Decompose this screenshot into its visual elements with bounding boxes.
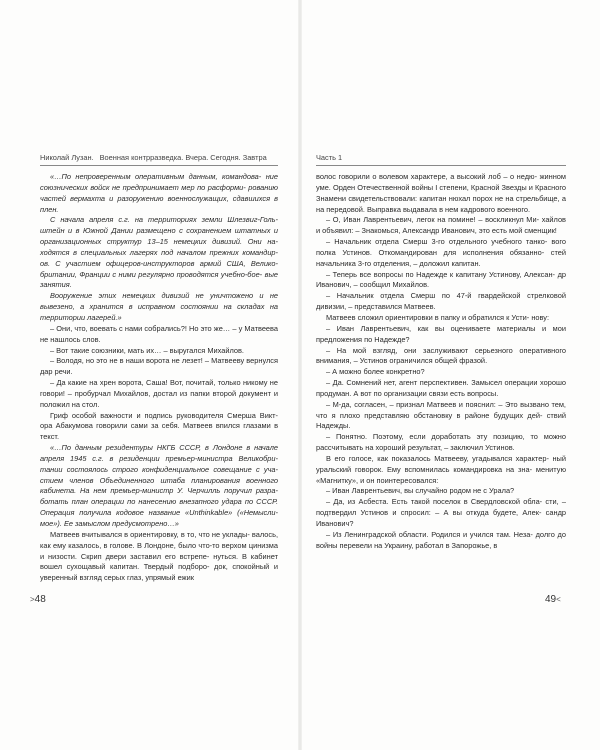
paragraph: Матвеев сложил ориентировки в папку и обратился к Усти- нову: (326, 312, 550, 322)
header-part: Часть 1 (316, 153, 343, 162)
paragraph: – Они, что, воевать с нами собрались?! Но это же… – у Матвеева не нашлось слов. (40, 323, 278, 344)
paragraph: – М-да, согласен, – признал Матвеев и пояснил: – Это вызвано тем, что я плохо представляю обстановку в районе будущих дей- ствий Надежды. (316, 399, 566, 431)
paragraph: – О, Иван Лаврентьевич, легок на помине! – воскликнул Ми- хайлов и объявил: – Знакомься, Александр Иванович, это есть мой сменщик! (316, 215, 566, 236)
paragraph: Матвеев вчитывался в ориентировку, в то, что не уклады- валось, как ему казалось, в голове. В Лондоне, было что-то верхом цинизма и низости. Скрип двери заставил его встрепе- нуться. В кабинет вошел сухощавый капитан. Твердый подборо- док, спокойный и уверенный взгляд серых глаз, упрямый ежик (40, 529, 278, 583)
paragraph: – На мой взгляд, они заслуживают серьезного оперативного внимания, – Устинов ограничился общей фразой. (316, 345, 566, 366)
book-spine (298, 0, 302, 750)
paragraph: – Володя, но это не в наши ворота не лезет! – Матвееву вернулся дар речи. (40, 356, 278, 377)
paragraph: – Да какие на хрен ворота, Саша! Вот, почитай, только никому не говори! – пробурчал Михайлов, достал из папки второй документ и положил на стол. (40, 378, 278, 409)
paragraph: волос говорили о волевом характере, а высокий лоб – о недю- жинном уме. Орден Отечественной войны I степени, Красной Звезды и Красного Знамени свидетельствовали: капитан нюхал порох не на стрельбище, а на передовой. Выправка выдавала в нем кадрового военного. (316, 172, 566, 214)
right-page-text (316, 172, 566, 552)
paragraph: – Теперь все вопросы по Надежде к капитану Устинову, Алексан- др Иванович, – сообщил Михайлов. (316, 269, 566, 290)
paragraph: – Начальник отдела Смерш 3-го отдельного учебного танко- вого полка Устинов. Откомандирован для исполнения обязанно- стей начальника 3-го отделения, – доложил капитан. (316, 237, 566, 268)
paragraph: – Иван Лаврентьевич, вы случайно родом не с Урала? (326, 486, 515, 496)
header-book-title: Военная контрразведка. Вчера. Сегодня. Завтра (99, 153, 267, 162)
paragraph: – Понятно. Поэтому, если доработать эту позицию, то можно рассчитывать на хороший результат, – заключил Устинов. (316, 432, 566, 453)
paragraph: В его голосе, как показалось Матвееву, угадывался характер- ный уральский говорок. Ему вспомнилась командировка на зна- менитую «Магнитку», и он поинтересовался: (316, 453, 566, 485)
page-number-right-value: 49 (545, 594, 557, 605)
paragraph: – Из Ленинградской области. Родился и учился там. Неза- долго до войны перевели на Украину, работал в Запорожье, в (316, 529, 566, 550)
header-rule-left (40, 165, 278, 166)
page-marker-right: < (556, 595, 561, 604)
running-header-right (316, 153, 342, 162)
paragraph: – Да, из Асбеста. Есть такой поселок в Свердловской обла- сти, – подтвердил Устинов и спросил: – А вы откуда будете, Алек- сандр Иванович? (316, 497, 566, 528)
paragraph: «…По данным резидентуры НКГБ СССР, в Лондоне в начале апреля 1945 с.г. в резиденции премьер-министра Великобри- тании состоялось строго конфиденциальное совещание с уча- стием членов Объединенного штаба планирования военного кабинета. На нем премьер-министр У. Черчилль поручил разра- ботать план операции по нанесению внезапного удара по СССР. Операция получила кодовое название «Unthinkable» («Немысли- мое»). Ее замыслом предусмотрено…» (40, 443, 278, 528)
paragraph: – А можно более конкретно? (326, 367, 425, 377)
header-author: Николай Лузан. (40, 153, 94, 162)
header-rule-right (316, 165, 566, 166)
paragraph: Вооружение этих немецких дивизий не уничтожено и не вывезено, а хранится в исправном состоянии на складах на территории лагерей.» (40, 291, 278, 322)
paragraph: Гриф особой важности и подпись руководителя Смерша Викт- ора Абакумова говорили сами за себя. Матвеев впился глазами в текст. (40, 410, 278, 442)
left-page-text (40, 172, 278, 584)
page-number-left-value: 48 (34, 594, 46, 605)
running-header-left (40, 153, 267, 162)
paragraph: – Вот такие союзники, мать их… – выругался Михайлов. (50, 345, 244, 355)
paragraph: С начала апреля с.г. на территориях земли Шлезвиг-Голь- штейн и в Южной Дании размещено с сохранением штатных и организационных структур 13–15 немецких дивизий. Они на- ходятся в специальных лагерях под началом прежних командир- ов. С участием офицеров-инструкторов армий США, Велико- британии, Франции с ними регулярно проводятся учебно-бое- вые занятия. (40, 215, 278, 290)
paragraph: – Да. Сомнений нет, агент перспективен. Замысел операции хорошо продуман. А вот по организации связи есть вопросы. (316, 378, 566, 398)
page-number-left (30, 594, 46, 605)
page-number-right (545, 594, 561, 605)
page-marker-left: > (30, 595, 35, 604)
paragraph: – Начальник отдела Смерш по 47-й гвардейской стрелковой дивизии, – представился Матвеев. (316, 291, 566, 312)
paragraph: – Иван Лаврентьевич, как вы оцениваете материалы и мои предложения по Надежде? (316, 323, 566, 344)
paragraph: «…По непроверенным оперативным данным, командова- ние союзнических войск не предпринимает мер по расформи- рованию частей вермахта и разоружению военнослужащих, сдавшихся в плен. (40, 172, 278, 214)
